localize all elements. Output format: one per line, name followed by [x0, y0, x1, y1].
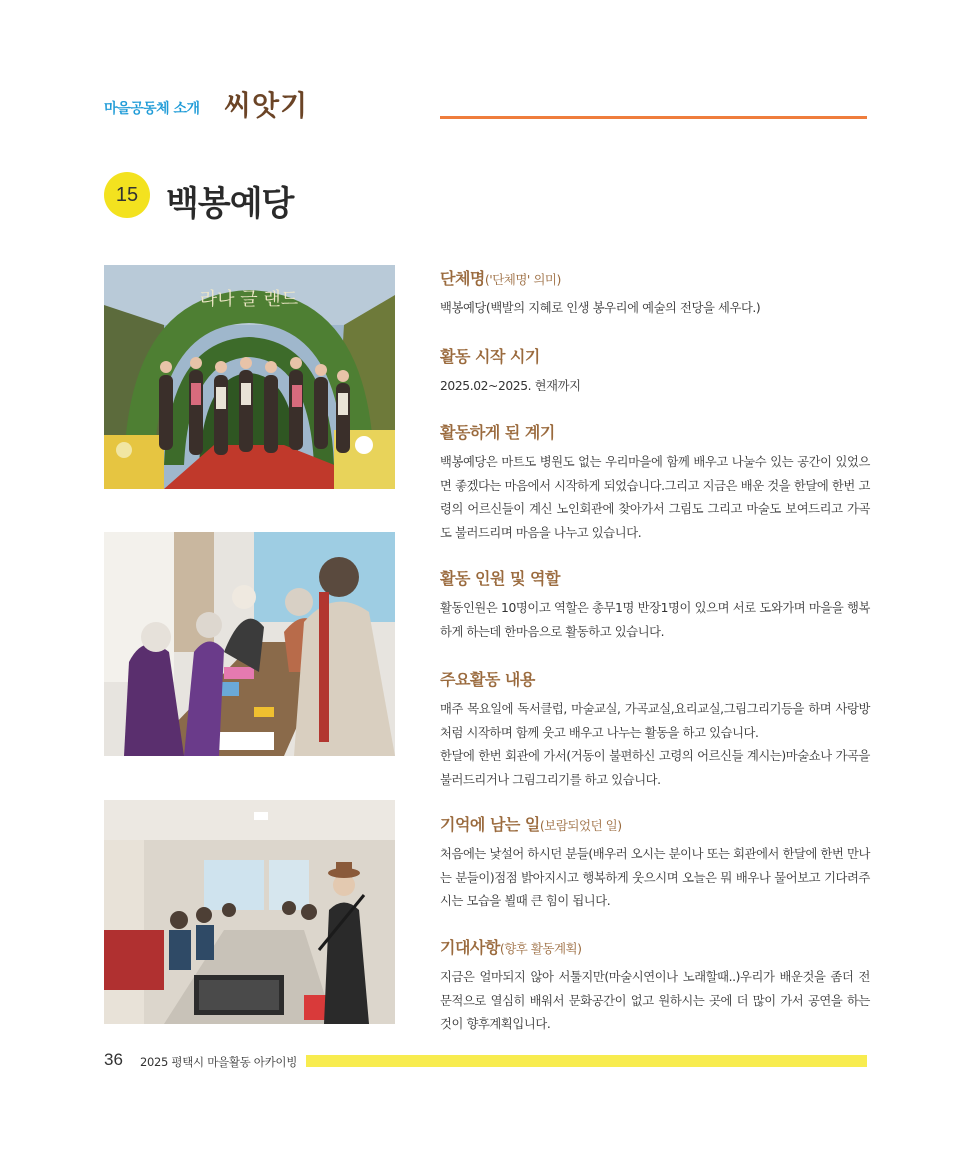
- section-start-date: [440, 344, 870, 399]
- section-heading: 주요활동 내용: [440, 670, 535, 689]
- section-members-roles: [440, 566, 870, 644]
- footer-bar: [306, 1055, 867, 1067]
- section-body: 한달에 한번 회관에 가서(거동이 불편하신 고령의 어르신들 계시는)마술쇼나 가곡을 불러드리거나 그림그리기를 하고 있습니다.: [440, 749, 870, 787]
- section-heading: 기대사항(향후 활동계획): [440, 938, 582, 957]
- section-body: 활동인원은 10명이고 역할은 총무1명 반장1명이 있으며 서로 도와가며 마을을 행복하게 하는데 한마음으로 활동하고 있습니다.: [440, 601, 870, 639]
- page-title: 백봉예당: [166, 184, 294, 224]
- section-heading: 활동하게 된 계기: [440, 423, 555, 442]
- tunnel-sign-text: 라나 글 랜드: [199, 289, 299, 310]
- section-main-activities: [440, 667, 870, 792]
- section-heading: 기억에 남는 일(보람되었던 일): [440, 815, 622, 834]
- section-body: 지금은 얼마되지 않아 서툴지만(마술시연이나 노래할때..)우리가 배운것을 좀더 전문적으로 열심히 배워서 문화공간이 없고 원하시는 곳에 더 많이 가서 공연을 하는 것이 향후계획입니다.: [440, 970, 870, 1031]
- photo-art-activity: [104, 532, 395, 756]
- section-future-plans: [440, 935, 870, 1037]
- section-heading: 단체명('단체명' 의미): [440, 269, 561, 288]
- page-number: 36: [104, 1050, 123, 1069]
- community-number-badge: 15: [104, 172, 150, 218]
- section-motivation: [440, 420, 870, 545]
- section-heading: 활동 인원 및 역할: [440, 569, 560, 588]
- brand-logo: 씨앗기: [224, 89, 309, 122]
- photo-flower-tunnel: [104, 265, 395, 489]
- section-memorable: [440, 812, 870, 914]
- section-body: 2025.02~2025. 현재까지: [440, 379, 581, 393]
- section-heading: 활동 시작 시기: [440, 347, 540, 366]
- section-body: 처음에는 낯설어 하시던 분들(배우러 오시는 분이나 또는 회관에서 한달에 한번 만나는 분들이)점점 밝아지시고 행복하게 웃으시며 오늘은 뭐 배우나 물어보고 기다려주시는 모습을 뵐때 큰 힘이 됩니다.: [440, 847, 870, 908]
- publication-title: 2025 평택시 마을활동 아카이빙: [140, 1055, 298, 1069]
- header-divider: [440, 116, 867, 119]
- section-body: 백봉예당은 마트도 병원도 없는 우리마을에 함께 배우고 나눌수 있는 공간이 있었으면 좋겠다는 마음에서 시작하게 되었습니다.그리고 지금은 배운 것을 한달에 한번 고령의 어르신들이 계신 노인회관에 찾아가서 그림도 그리고 마술도 보여드리고 가곡도 불러드리며 마음을 나누고 있습니다.: [440, 455, 870, 540]
- section-body: 매주 목요일에 독서클럽, 마술교실, 가곡교실,요리교실,그림그리기등을 하며 사랑방처럼 시작하며 함께 웃고 배우고 나누는 활동을 하고 있습니다.: [440, 702, 870, 740]
- section-body: 백봉예당(백발의 지혜로 인생 봉우리에 예술의 전당을 세우다.): [440, 301, 761, 315]
- section-group-name: [440, 266, 870, 321]
- section-label: 마을공동체 소개: [104, 101, 200, 117]
- photo-magic-show: [104, 800, 395, 1024]
